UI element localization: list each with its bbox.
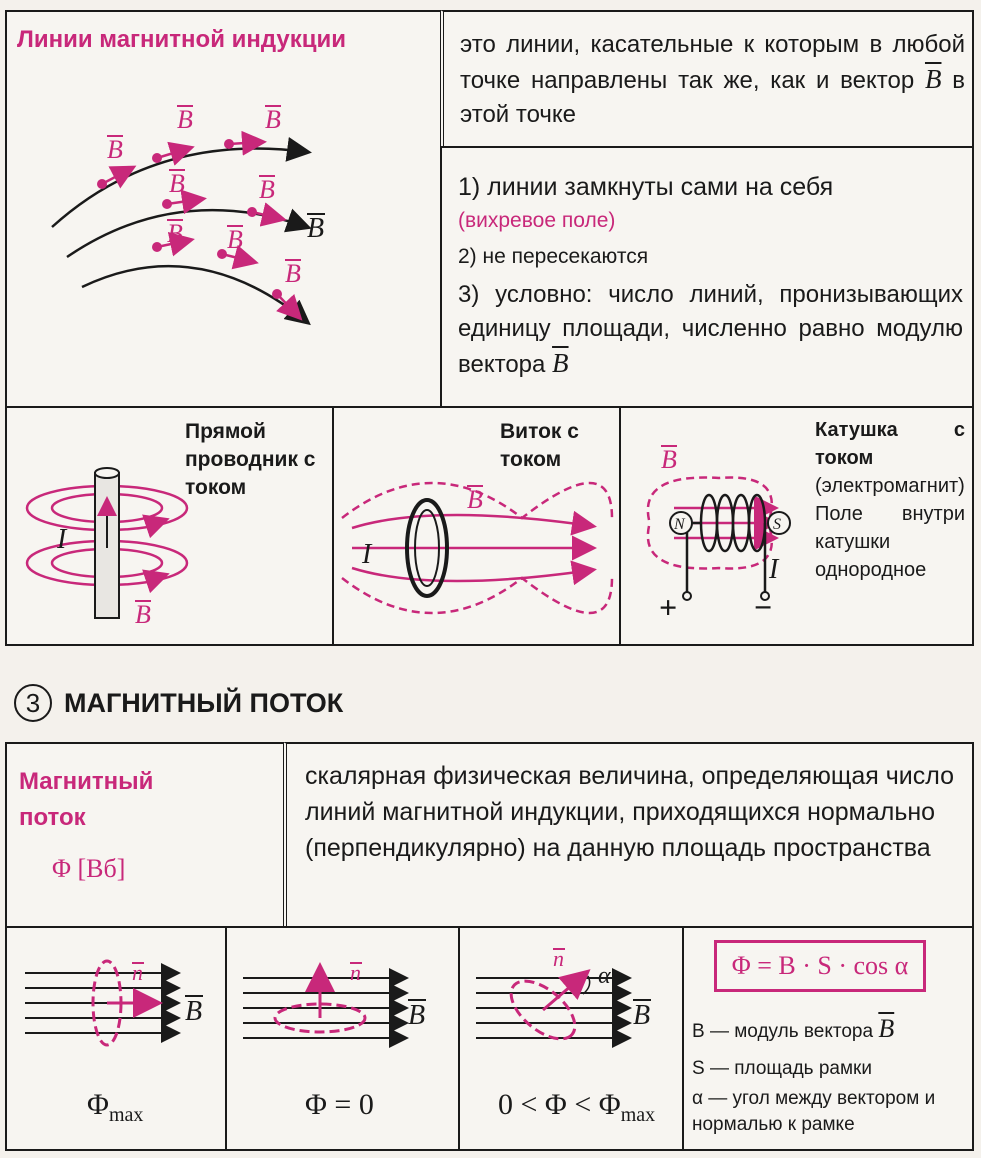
flux-formula: Φ = B · S · cos α	[714, 940, 926, 992]
straight-current-label: I	[57, 524, 67, 555]
loop-vector-label: B	[467, 485, 483, 514]
svg-text:B: B	[167, 219, 183, 248]
coil-label: Катушка с током (электромагнит) Поле внутри катушки однородное	[815, 419, 965, 581]
straight-vector-label: B	[135, 600, 151, 629]
property-3: 3) условно: число линий, пронизывающих единицу площади, численно равно модулю вектора $\overline{B}$	[458, 281, 963, 378]
flux-zero-formula: Φ = 0	[305, 1088, 374, 1121]
straight-conductor-cell	[7, 408, 334, 644]
straight-conductor-diagram	[7, 408, 332, 644]
svg-text:B: B	[285, 259, 301, 288]
coil-cell	[619, 408, 972, 644]
flux-term: Магнитный поток	[19, 768, 154, 831]
flux-formula-cell	[682, 928, 972, 1149]
svg-text:n: n	[132, 960, 143, 985]
coil-diagram	[619, 408, 819, 644]
svg-text:B: B	[633, 1000, 651, 1031]
flux-max-formula: $\Phi_{max}$	[87, 1088, 144, 1126]
flux-case-between	[458, 928, 684, 1149]
straight-conductor-label: Прямой проводник с током	[185, 420, 316, 499]
flux-definition-box	[283, 742, 974, 928]
current-loop-label: Виток с током	[500, 420, 579, 471]
minus-terminal: −	[754, 589, 773, 625]
section-number-badge: 3	[14, 684, 52, 722]
svg-text:B: B	[177, 105, 193, 134]
flux-between-formula: $0 < \Phi < \Phi_{max}$	[498, 1088, 656, 1126]
section-3-title: МАГНИТНЫЙ ПОТОК	[64, 687, 344, 718]
flux-zero-diagram	[225, 928, 458, 1078]
current-loop-cell	[332, 408, 621, 644]
property-2: 2) не пересекаются	[458, 245, 649, 268]
svg-text:B: B	[107, 135, 123, 164]
legend-b: B — модуль вектора $\overline{B}$	[692, 1014, 895, 1043]
field-vector-label: B	[307, 213, 325, 244]
svg-text:B: B	[185, 996, 203, 1027]
svg-text:α: α	[598, 963, 611, 989]
flux-unit: Φ [Вб]	[52, 854, 126, 883]
coil-current-label: I	[769, 554, 779, 585]
svg-text:n: n	[350, 960, 361, 985]
legend-s: S — площадь рамки	[692, 1058, 872, 1079]
flux-definition: скалярная физическая величина, определяющая число линий магнитной индукции, приходящихся нормально (перпендикулярно) на данную площадь пространства	[305, 762, 955, 862]
flux-case-max	[7, 928, 227, 1149]
current-loop-diagram	[332, 408, 619, 644]
svg-text:B: B	[169, 169, 185, 198]
svg-text:n: n	[553, 946, 564, 971]
flux-term-box	[5, 742, 285, 928]
flux-between-diagram	[458, 928, 682, 1078]
flux-max-diagram	[7, 928, 225, 1078]
flux-case-zero	[225, 928, 460, 1149]
induction-lines-definition-box	[440, 10, 974, 148]
svg-text:B: B	[259, 175, 275, 204]
svg-text:B: B	[408, 1000, 426, 1031]
section-3-heading	[14, 683, 343, 723]
induction-lines-definition: это линии, касательные к которым в любой точке направлены так же, как и вектор $\overline{B}$ в этой точке	[460, 31, 966, 128]
svg-text:B: B	[265, 105, 281, 134]
induction-lines-properties-box	[440, 146, 974, 408]
north-pole-label: N	[674, 516, 685, 533]
property-1-note: (вихревое поле)	[458, 209, 616, 232]
induction-lines-term-box	[5, 10, 442, 408]
induction-lines-title: Линии магнитной индукции	[17, 26, 347, 53]
south-pole-label: S	[773, 516, 781, 533]
coil-vector-label: B	[661, 445, 677, 474]
induction-lines-diagram	[7, 72, 439, 402]
property-1: 1) линии замкнуты сами на себя	[458, 173, 834, 201]
plus-terminal: +	[659, 589, 678, 625]
svg-text:B: B	[227, 225, 243, 254]
loop-current-label: I	[362, 539, 372, 570]
legend-alpha: α — угол между вектором и нормалью к рамке	[692, 1088, 936, 1135]
